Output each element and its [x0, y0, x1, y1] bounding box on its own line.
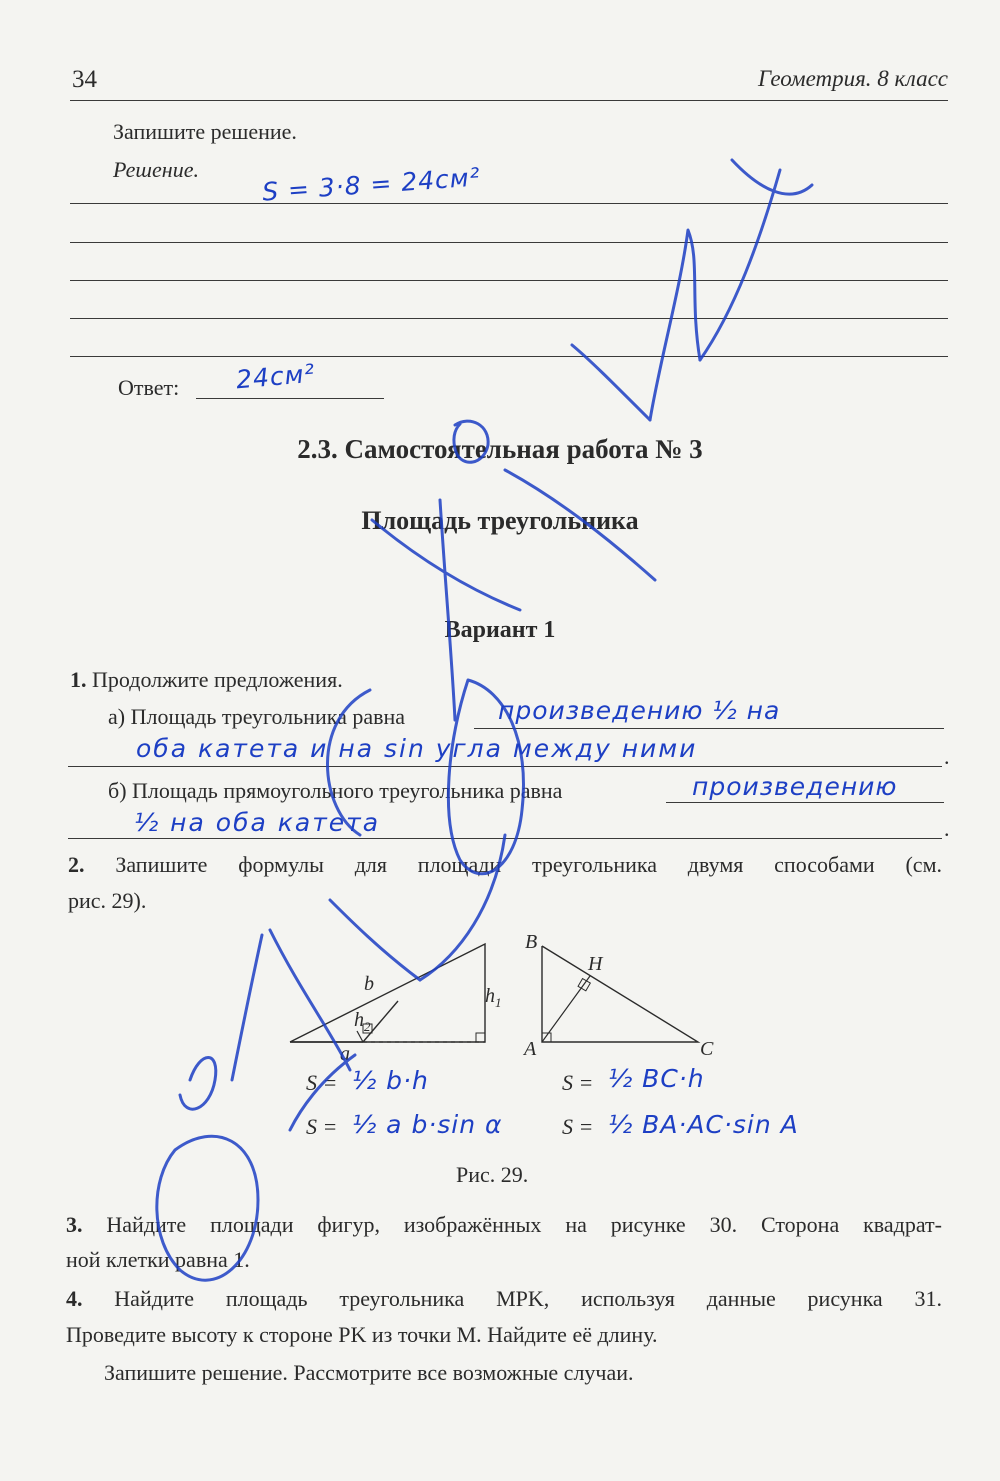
- label-H: H: [588, 953, 603, 975]
- answer-line: [196, 398, 384, 399]
- scribble-stroke: [232, 935, 262, 1080]
- write-solution-text: Запишите решение.: [113, 119, 297, 144]
- answer-line: [68, 838, 942, 839]
- figure-caption: Рис. 29.: [456, 1162, 529, 1187]
- s-label-right-1: S =: [562, 1070, 594, 1095]
- topic-title: Площадь треугольника: [361, 506, 639, 535]
- scribble-stroke: [650, 230, 700, 420]
- writing-line: [70, 242, 948, 243]
- s-label-left-1: S =: [306, 1070, 338, 1095]
- period: .: [944, 816, 950, 841]
- task2-line2: рис. 29).: [68, 888, 147, 913]
- task1-number: 1.: [70, 667, 87, 692]
- task1a-handwriting-line1: произведению ½ на: [498, 696, 781, 725]
- task4-line1: 4. Найдите площадь треугольника MPK, используя данные рисунка 31.: [66, 1286, 942, 1311]
- variant-title: Вариант 1: [444, 617, 556, 643]
- solution-label: Решение.: [113, 157, 199, 182]
- handwritten-solution: S = 3·8 = 24см²: [261, 162, 482, 207]
- task1b-label: б) Площадь прямоугольного треугольника равна: [108, 778, 563, 803]
- period: .: [944, 744, 950, 769]
- writing-line: [70, 280, 948, 281]
- task1a-label: а) Площадь треугольника равна: [108, 704, 406, 729]
- s-label-right-2: S =: [562, 1114, 594, 1139]
- answer-line: [666, 802, 944, 803]
- scribble-stroke: [700, 170, 780, 360]
- height-h2: [357, 1031, 363, 1042]
- label-a: a: [340, 1043, 350, 1065]
- task2-line1: 2. Запишите формулы для площади треугольника двумя способами (см.: [68, 852, 942, 877]
- task1b-handwriting-line2: ½ на оба катета: [134, 808, 381, 837]
- task4-line3: Запишите решение. Рассмотрите все возможные случаи.: [104, 1360, 634, 1385]
- section-title: 2.3. Самостоятельная работа № 3: [297, 434, 703, 464]
- writing-line: [70, 318, 948, 319]
- answer-line: [474, 728, 944, 729]
- task3-line1: 3. Найдите площади фигур, изображённых на рисунке 30. Сторона квадрат-: [66, 1212, 942, 1237]
- s-label-left-2: S =: [306, 1114, 338, 1139]
- task1-text: Продолжите предложения.: [92, 667, 343, 692]
- right-angle-mark: [476, 1033, 485, 1042]
- scribble-stroke: [732, 160, 812, 194]
- header-rule: [70, 100, 948, 101]
- task1: [70, 667, 343, 693]
- formula-right-1: ½ BC·h: [608, 1064, 705, 1093]
- label-A: A: [524, 1038, 537, 1060]
- task3-line2: ной клетки равна 1.: [66, 1247, 250, 1272]
- task1a-handwriting-line2: оба катета и на sin угла между ними: [136, 734, 698, 763]
- label-h2: $h_2$: [354, 1009, 371, 1034]
- label-h1: $h_1$: [485, 985, 502, 1010]
- scribble-stroke: [180, 1058, 216, 1110]
- label-B: B: [525, 931, 538, 953]
- handwritten-answer: 24см²: [234, 358, 317, 395]
- formula-right-2: ½ BA·AC·sin A: [608, 1110, 799, 1139]
- answer-line: [68, 766, 942, 767]
- formula-left-2: ½ a b·sin α: [352, 1110, 503, 1139]
- page-number: 34: [72, 66, 97, 93]
- task4-line2: Проведите высоту к стороне PK из точки M. Найдите её длину.: [66, 1322, 658, 1347]
- right-triangle: [542, 946, 698, 1042]
- answer-label: Ответ:: [118, 375, 180, 400]
- writing-line: [70, 203, 948, 204]
- formula-left-1: ½ b·h: [352, 1066, 429, 1095]
- task1b-handwriting-line1: произведению: [692, 772, 898, 801]
- label-b: b: [364, 973, 374, 995]
- label-C: C: [700, 1038, 714, 1060]
- running-head: Геометрия. 8 класс: [757, 66, 948, 91]
- writing-line: [70, 356, 948, 357]
- left-triangle: [290, 944, 485, 1042]
- height-AH: [542, 976, 590, 1042]
